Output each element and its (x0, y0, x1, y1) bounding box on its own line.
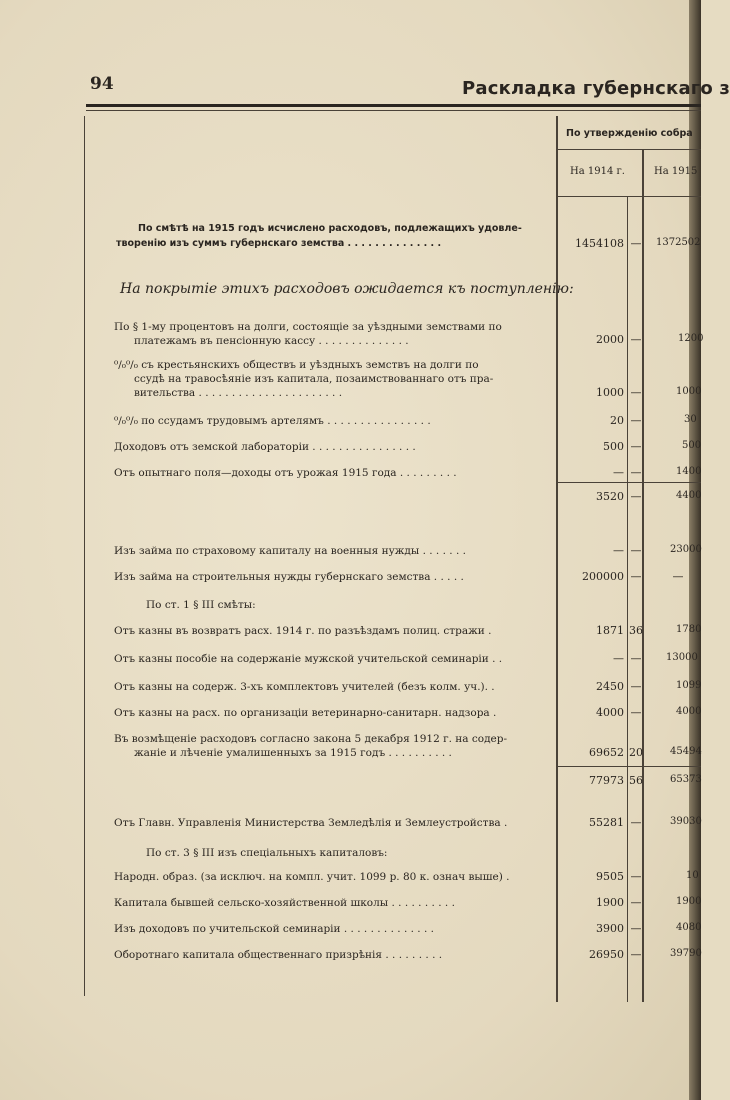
row2-col3: 1000 (676, 386, 702, 397)
capital4-col2: — (630, 948, 642, 961)
header-bottom-rule (558, 196, 701, 197)
capital3-col3: 4080 (676, 922, 702, 933)
loan1-line1: Изъ займа по страховому капиталу на военныя нужды . . . . . . . (114, 545, 466, 557)
subtotal1-rule (558, 482, 701, 483)
capital1-col1: 9505 (596, 870, 624, 883)
loan1-col1: — (613, 544, 624, 557)
row5-col1: — (613, 466, 624, 479)
subtotal2-rule (558, 766, 701, 767)
treasury3-col1: 2450 (596, 680, 624, 693)
row2-col1: 1000 (596, 386, 624, 399)
loan1-col3: 23000 (670, 544, 702, 555)
row4-line1: Доходовъ отъ земской лабораторіи . . . . . . . . . . . . . . . . (114, 441, 416, 453)
row5-line1: Отъ опытнаго поля—доходы отъ урожая 1915 года . . . . . . . . . (114, 467, 457, 479)
page-number: 94 (90, 74, 114, 94)
row4-col1: 500 (603, 440, 624, 453)
subtotal1-col2: — (630, 490, 642, 503)
capital3-col2: — (630, 922, 642, 935)
row1-line1: По § 1-му процентовъ на долги, состоящіе за уѣздными земствами по (114, 321, 502, 333)
ministry-col1: 55281 (589, 816, 624, 829)
section-st3: По ст. 3 § III изъ спеціальныхъ капиталовъ: (146, 847, 388, 859)
header-col1: На 1914 г. (570, 166, 625, 177)
header-group-label: По утвержденію собра (566, 128, 693, 139)
capital4-col3: 39790 (670, 948, 702, 959)
ministry-col3: 39030 (670, 816, 702, 827)
treasury2-col1: — (613, 652, 624, 665)
reimburse-col1: 69652 (589, 746, 624, 759)
reimburse-col3: 45494 (670, 746, 702, 757)
row3-line1: ⁰/₀⁰/₀ по ссудамъ трудовымъ артелямъ . . . . . . . . . . . . . . . . (114, 415, 431, 427)
capital2-col1: 1900 (596, 896, 624, 909)
row1-col3: 1200 (678, 333, 704, 344)
row3-col2: — (630, 414, 642, 427)
ministry-col2: — (630, 816, 642, 829)
header-divider (558, 149, 701, 150)
treasury4-line1: Отъ казны на расх. по организаціи ветеринарно-санитарн. надзора . (114, 707, 497, 719)
loan1-col2: — (630, 544, 642, 557)
capital3-col1: 3900 (596, 922, 624, 935)
treasury1-col1: 1871 (596, 624, 624, 637)
subtotal1-col3: 4400 (676, 490, 702, 501)
section-st1: По ст. 1 § III смѣты: (146, 599, 256, 611)
loan2-col2: — (630, 570, 642, 583)
treasury3-line1: Отъ казны на содерж. 3-хъ комплектовъ учителей (безъ колм. уч.). . (114, 681, 495, 693)
col1-left-border (556, 116, 558, 1002)
loan2-col3: — (672, 570, 684, 583)
capital1-line1: Народн. образ. (за исключ. на компл. учит. 1099 р. 80 к. означ выше) . (114, 871, 510, 883)
section-title: На покрытіе этихъ расходовъ ожидается къ поступленію: (120, 281, 574, 297)
subtotal2-col2: 56 (629, 774, 643, 787)
row2-line2: ссудѣ на травосѣяніе изъ капитала, позаимствованнаго отъ пра- (134, 373, 494, 385)
table-left-border (84, 116, 85, 996)
top-rule (86, 104, 701, 107)
subtotal2-col3: 65373 (670, 774, 702, 785)
reimburse-col2: 20 (629, 746, 643, 759)
intro-col3: 1372502 (656, 237, 701, 248)
row2-line1: ⁰/₀⁰/₀ съ крестьянскихъ обществъ и уѣздныхъ земствъ на долги по (114, 359, 479, 371)
reimburse-line2: жаніе и лѣченіе умалишенныхъ за 1915 годъ . . . . . . . . . . (134, 747, 452, 759)
treasury1-col2: 36 (629, 624, 643, 637)
intro-col2: — (630, 237, 642, 250)
reimburse-line1: Въ возмѣщеніе расходовъ согласно закона 5 декабря 1912 г. на содер- (114, 733, 508, 745)
capital4-col1: 26950 (589, 948, 624, 961)
capital3-line1: Изъ доходовъ по учительской семинаріи . . . . . . . . . . . . . . (114, 923, 434, 935)
capital2-col2: — (630, 896, 642, 909)
treasury1-col3: 1780 (676, 624, 702, 635)
intro-line1: По смѣтѣ на 1915 годъ исчислено расходовъ, подлежащихъ удовле- (138, 223, 522, 234)
row2-line3: вительства . . . . . . . . . . . . . . . . . . . . . . (134, 387, 343, 399)
row2-col2: — (630, 386, 642, 399)
row5-col2: — (630, 466, 642, 479)
treasury1-line1: Отъ казны въ возвратъ расх. 1914 г. по разъѣздамъ полиц. стражи . (114, 625, 492, 637)
treasury3-col2: — (630, 680, 642, 693)
capital2-col3: 1900 (676, 896, 702, 907)
treasury4-col2: — (630, 706, 642, 719)
header-col3: На 1915 (654, 166, 698, 177)
capital1-col2: — (630, 870, 642, 883)
loan2-line1: Изъ займа на строительныя нужды губернскаго земства . . . . . (114, 571, 464, 583)
treasury3-col3: 1099 (676, 680, 702, 691)
running-head: Раскладка губернскаго з (462, 78, 730, 99)
loan2-col1: 200000 (582, 570, 624, 583)
treasury2-line1: Отъ казны пособіе на содержаніе мужской учительской семинаріи . . (114, 653, 503, 665)
capital2-line1: Капитала бывшей сельско-хозяйственной школы . . . . . . . . . . (114, 897, 455, 909)
treasury2-col3: 13000 (666, 652, 698, 663)
row1-line2: платежамъ въ пенсіонную кассу . . . . . . . . . . . . . . (134, 335, 409, 347)
row3-col1: 20 (610, 414, 624, 427)
ministry-line1: Отъ Главн. Управленія Министерства Земледѣлія и Землеустройства . (114, 817, 508, 829)
row3-col3: 30 (684, 414, 697, 425)
row1-col1: 2000 (596, 333, 624, 346)
treasury2-col2: — (630, 652, 642, 665)
row4-col2: — (630, 440, 642, 453)
intro-col1: 1454108 (575, 237, 624, 250)
treasury4-col1: 4000 (596, 706, 624, 719)
subtotal1-col1: 3520 (596, 490, 624, 503)
row4-col3: 500 (682, 440, 702, 451)
capital4-line1: Оборотнаго капитала общественнаго призрѣнія . . . . . . . . . (114, 949, 443, 961)
row5-col3: 1400 (676, 466, 702, 477)
intro-line2: творенію изъ суммъ губернскаго земства . . . . . . . . . . . . . . (116, 238, 442, 249)
row1-col2: — (630, 333, 642, 346)
capital1-col3: 10 (686, 870, 699, 881)
top-rule-thin (86, 110, 701, 111)
subtotal2-col1: 77973 (589, 774, 624, 787)
treasury4-col3: 4000 (676, 706, 702, 717)
